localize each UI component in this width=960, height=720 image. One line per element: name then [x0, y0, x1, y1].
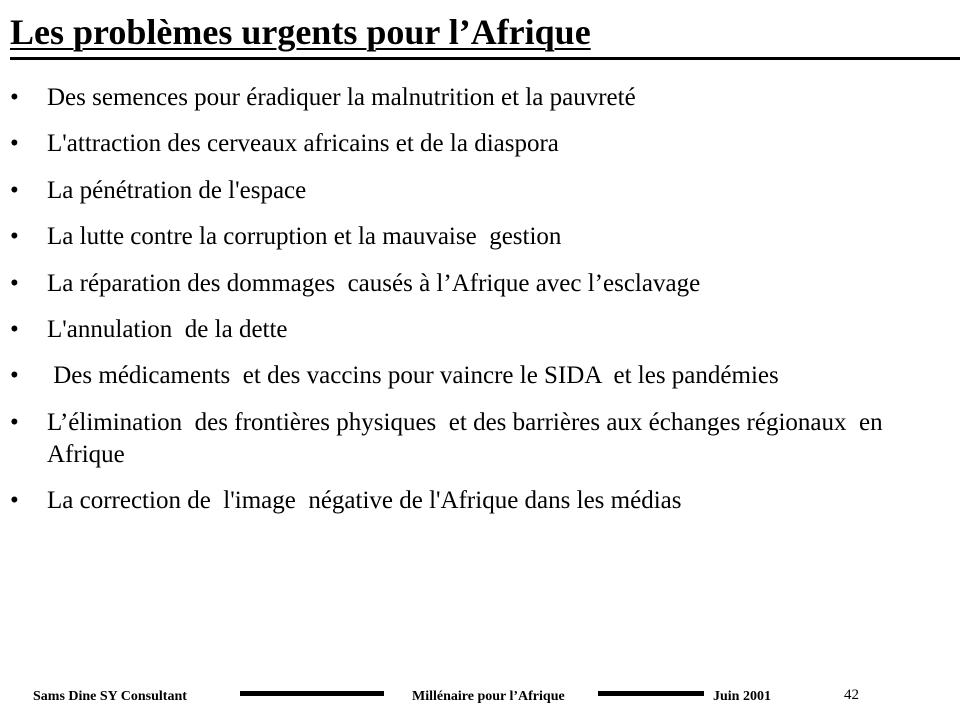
- list-item-text: Des semences pour éradiquer la malnutrition et la pauvreté: [47, 84, 636, 111]
- list-item: [10, 360, 940, 392]
- footer-divider: [240, 691, 384, 696]
- bullet-list: [10, 82, 940, 532]
- bullet-icon: •: [10, 362, 19, 390]
- slide-title: Les problèmes urgents pour l’Afrique: [10, 12, 591, 52]
- list-item-text: La correction de l'image négative de l'Afrique dans les médias: [47, 487, 682, 515]
- list-item: [10, 221, 940, 253]
- list-item-text: L'annulation de la dette: [47, 315, 288, 343]
- bullet-icon: •: [10, 487, 19, 515]
- page-number: 42: [844, 687, 859, 703]
- bullet-icon: •: [10, 130, 19, 158]
- footer-date: Juin 2001: [713, 689, 771, 704]
- list-item: [10, 407, 940, 471]
- bullet-icon: •: [10, 176, 19, 204]
- footer-divider: [598, 691, 704, 696]
- list-item: [10, 485, 940, 517]
- slide-footer: [0, 686, 960, 708]
- bullet-icon: •: [10, 315, 19, 343]
- list-item-text: L’élimination des frontières physiques et des barrières aux échanges régionaux en Afrique: [47, 408, 888, 468]
- list-item: [10, 175, 940, 207]
- list-item-text: La pénétration de l'espace: [47, 176, 307, 204]
- title-rule: [10, 57, 960, 60]
- footer-author: Sams Dine SY Consultant: [33, 689, 187, 704]
- bullet-icon: •: [10, 223, 19, 251]
- bullet-icon: •: [10, 269, 19, 297]
- list-item-text: La réparation des dommages causés à l’Afrique avec l’esclavage: [47, 269, 701, 297]
- list-item-text: La lutte contre la corruption et la mauvaise gestion: [47, 223, 562, 251]
- list-item: [10, 268, 940, 300]
- bullet-icon: •: [10, 84, 19, 111]
- list-item-text: L'attraction des cerveaux africains et de la diaspora: [47, 130, 559, 158]
- bullet-icon: •: [10, 408, 19, 436]
- list-item: [10, 128, 940, 160]
- list-item: [10, 82, 940, 114]
- footer-series-title: Millénaire pour l’Afrique: [412, 689, 565, 704]
- list-item: [10, 314, 940, 346]
- list-item-text: Des médicaments et des vaccins pour vaincre le SIDA et les pandémies: [47, 362, 779, 390]
